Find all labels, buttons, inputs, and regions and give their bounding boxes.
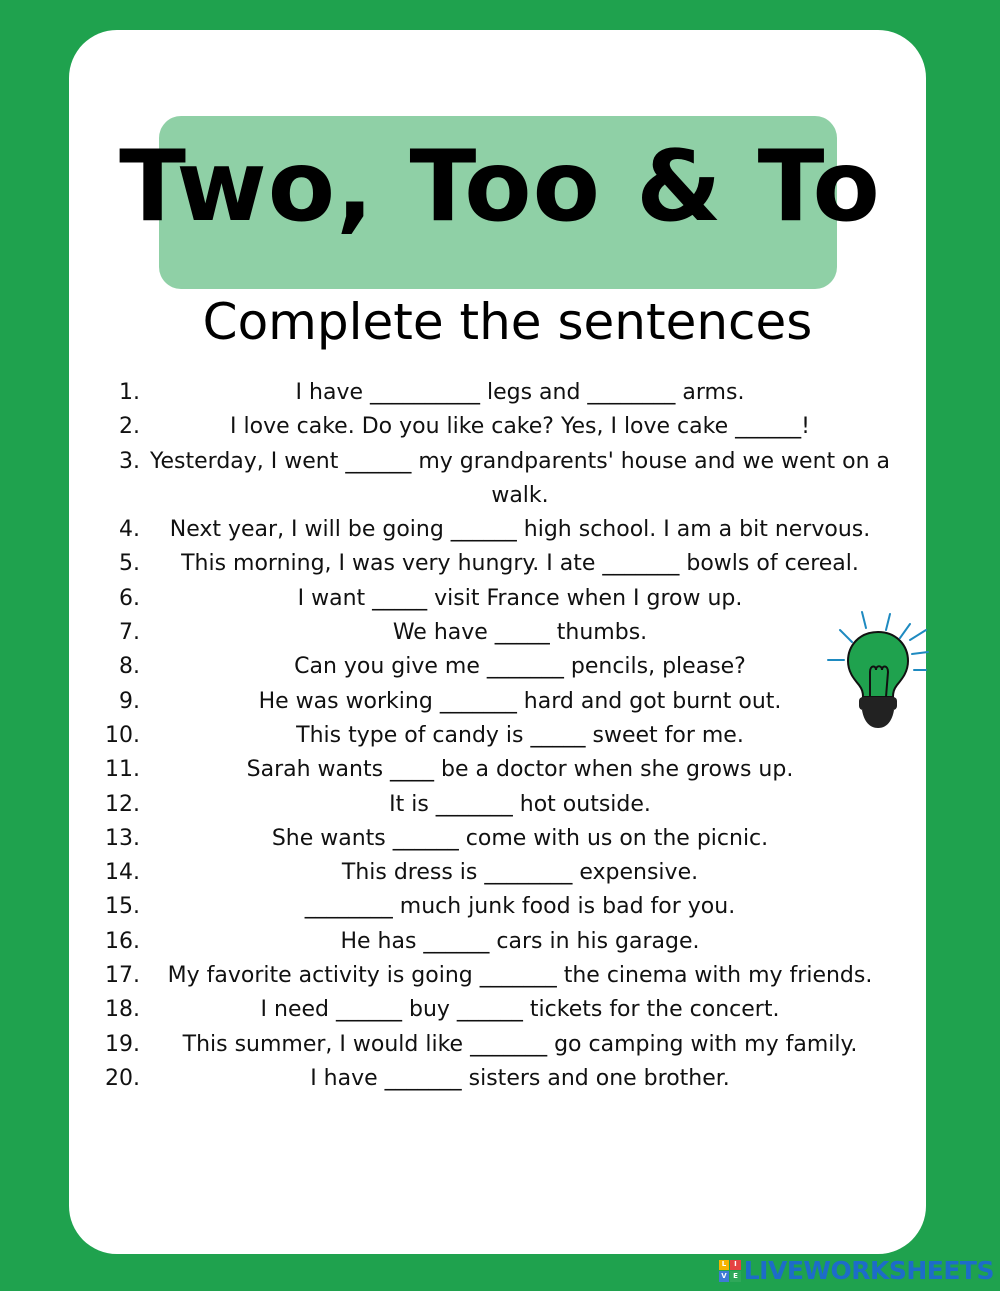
question-number: 15. [105,894,140,920]
question-text: We have _____ thumbs. [392,620,648,646]
question-text: I want _____ visit France when I grow up. [297,585,743,611]
question-text: My favorite activity is going _______ the cinema with my friends. [167,963,873,989]
question-item [90,788,900,822]
question-item [90,616,900,650]
lightbulb-icon [826,610,930,734]
question-item [90,993,900,1027]
question-text: She wants ______ come with us on the picnic. [271,825,769,851]
question-number: 4. [119,517,140,543]
question-number: 5. [119,551,140,577]
question-item [90,822,900,856]
question-number: 19. [105,1031,140,1057]
question-number: 20. [105,1065,140,1091]
question-number: 9. [119,688,140,714]
question-text: This dress is ________ expensive. [341,860,699,886]
liveworksheets-brand [719,1256,994,1285]
question-number: 11. [105,757,140,783]
question-text: Next year, I will be going ______ high school. I am a bit nervous. [169,517,871,543]
question-text: I need ______ buy ______ tickets for the concert. [260,997,780,1023]
question-text: I have _______ sisters and one brother. [310,1065,730,1091]
question-number: 7. [119,620,140,646]
worksheet-title: Two, Too & To [119,130,881,244]
question-text: This type of candy is _____ sweet for me. [296,722,744,748]
brand-name: LIVEWORKSHEETS [743,1256,994,1285]
question-item [90,753,900,787]
question-text: This morning, I was very hungry. I ate _______ bowls of cereal. [181,551,859,577]
question-number: 14. [105,860,140,886]
question-item [90,445,900,514]
question-number: 12. [105,791,140,817]
question-item [90,856,900,890]
question-text: This summer, I would like _______ go camping with my family. [182,1031,858,1057]
question-text: It is _______ hot outside. [389,791,651,817]
question-text: I have __________ legs and ________ arms. [295,380,745,405]
question-item [90,376,900,410]
worksheet-subtitle: Complete the sentences [202,293,813,351]
question-item [90,925,900,959]
question-text: I love cake. Do you like cake? Yes, I love cake ______! [230,414,810,440]
logo-letter: L [719,1260,730,1271]
question-number: 8. [119,654,140,680]
question-item [90,685,900,719]
question-number: 17. [105,963,140,989]
question-text: Can you give me _______ pencils, please? [294,654,746,680]
question-item [90,719,900,753]
question-item [90,1028,900,1062]
question-text: Sarah wants ____ be a doctor when she grows up. [246,757,794,783]
question-item [90,890,900,924]
question-text: Yesterday, I went ______ my grandparents' house and we went on a walk. [149,448,891,508]
question-item [90,513,900,547]
logo-letter: V [719,1271,730,1282]
question-item [90,410,900,444]
question-number: 10. [105,722,140,748]
question-item [90,547,900,581]
logo-letter: E [730,1271,741,1282]
liveworksheets-logo-icon [719,1260,741,1282]
question-item [90,582,900,616]
question-number: 1. [119,380,140,405]
question-list [90,376,900,1096]
question-item [90,650,900,684]
logo-letter: I [730,1260,741,1271]
question-number: 2. [119,414,140,440]
question-number: 13. [105,825,140,851]
question-text: ________ much junk food is bad for you. [304,894,736,920]
question-number: 16. [105,928,140,954]
question-text: He was working _______ hard and got burnt out. [258,688,782,714]
question-item [90,1062,900,1096]
question-text: He has ______ cars in his garage. [340,928,700,954]
question-number: 18. [105,997,140,1023]
question-number: 3. [119,448,140,474]
question-item [90,959,900,993]
question-number: 6. [119,585,140,611]
